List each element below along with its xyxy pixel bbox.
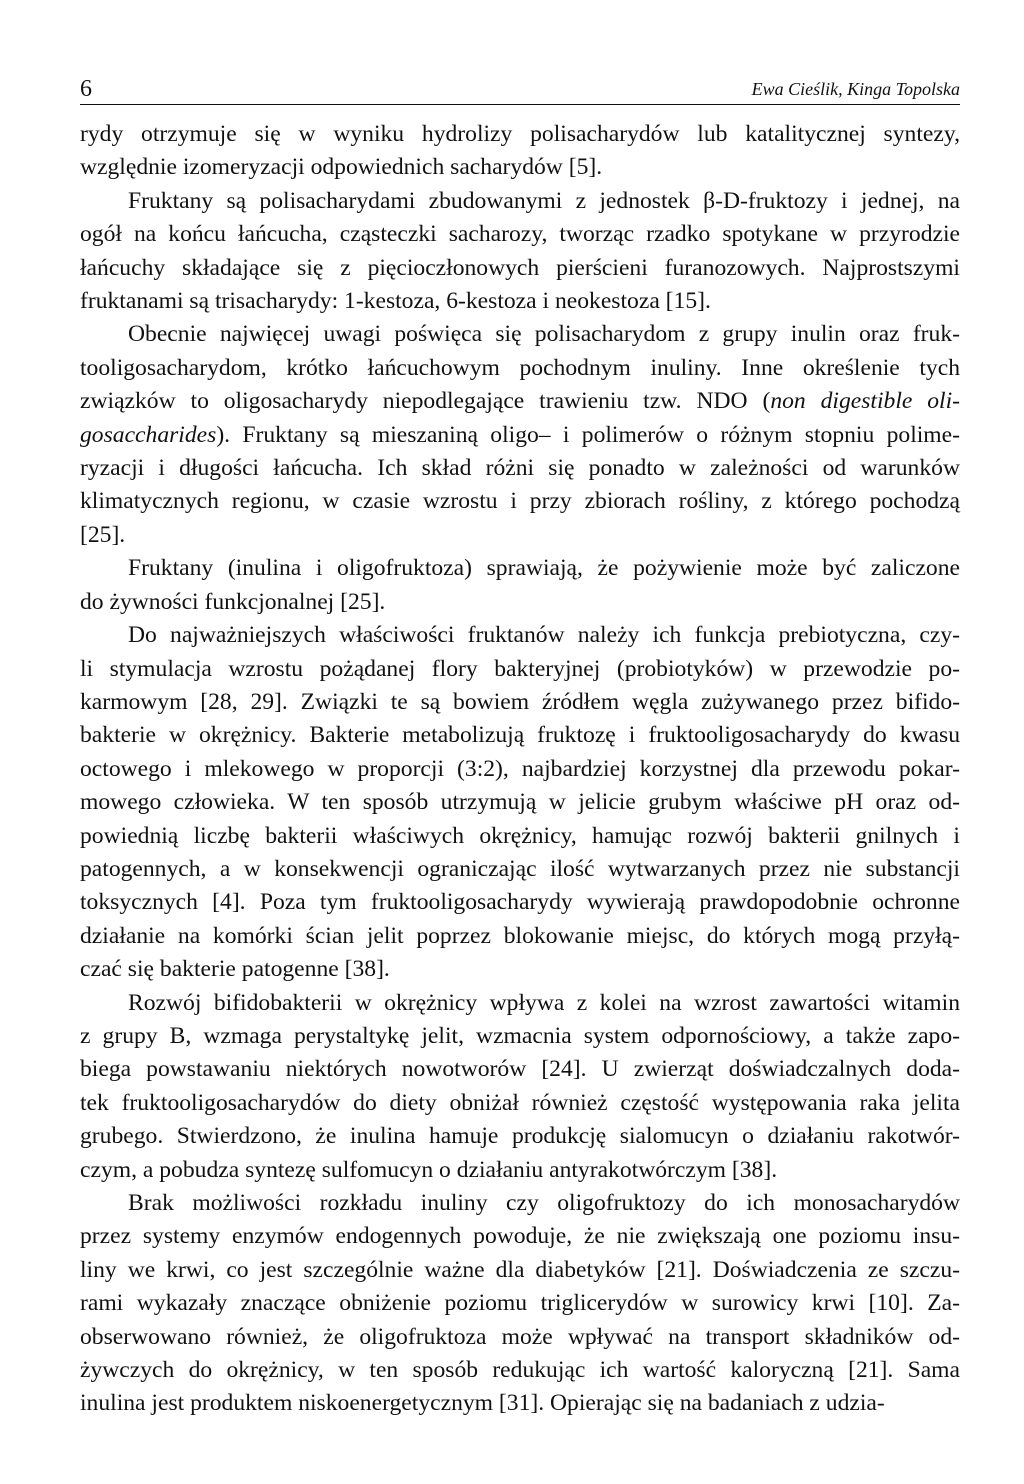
text-line: bakterie w okrężnicy. Bakterie metabolizują fruktozę i fruktooligosacharydy do kwasu xyxy=(80,722,960,749)
text-line: z grupy B, wzmaga perystaltykę jelit, wzmacnia system odpornościowy, a także zapo- xyxy=(80,1022,960,1049)
text-line: żywczych do okrężnicy, w ten sposób redukując ich wartość kaloryczną [21]. Sama xyxy=(80,1357,960,1384)
paragraph xyxy=(80,619,960,986)
text-line: liny we krwi, co jest szczególnie ważne dla diabetyków [21]. Doświadczenia ze szczu- xyxy=(80,1256,960,1283)
text-line: Obecnie najwięcej uwagi poświęca się polisacharydom z grupy inulin oraz fruk- xyxy=(128,321,960,348)
text-line: do żywności funkcjonalnej [25]. xyxy=(80,588,386,615)
text-line: czym, a pobudza syntezę sulfomucyn o działaniu antyrakotwórczym [38]. xyxy=(80,1156,778,1183)
text-line: łańcuchy składające się z pięcioczłonowych pierścieni furanozowych. Najprostszymi xyxy=(80,254,960,281)
text-line: czać się bakterie patogenne [38]. xyxy=(80,956,390,983)
text-line: przez systemy enzymów endogennych powoduje, że nie zwiększają one poziomu insu- xyxy=(80,1223,960,1250)
text-line: [25]. xyxy=(80,521,126,548)
text-line: mowego człowieka. W ten sposób utrzymują w jelicie grubym właściwe pH oraz od- xyxy=(80,789,960,816)
italic-term: non digestible oli- xyxy=(770,388,960,415)
paragraph xyxy=(80,552,960,619)
text-line: Fruktany (inulina i oligofruktoza) sprawiają, że pożywienie może być zaliczone xyxy=(128,555,960,582)
text-line: ogół na końcu łańcucha, cząsteczki sacharozy, tworząc rzadko spotykane w przyrodzie xyxy=(80,221,960,248)
text-line: tooligosacharydom, krótko łańcuchowym pochodnym inuliny. Inne określenie tych xyxy=(80,354,960,381)
page-number: 6 xyxy=(80,76,92,102)
paragraph xyxy=(80,987,960,1187)
text-line: octowego i mlekowego w proporcji (3:2), najbardziej korzystnej dla przewodu pokar- xyxy=(80,755,960,782)
text-line: toksycznych [4]. Poza tym fruktooligosacharydy wywierają prawdopodobnie ochronne xyxy=(80,889,960,916)
text-line: grubego. Stwierdzono, że inulina hamuje produkcję sialomucyn o działaniu rakotwór- xyxy=(80,1123,960,1150)
text-line: powiednią liczbę bakterii właściwych okrężnicy, hamując rozwój bakterii gnilnych i xyxy=(80,822,960,849)
paragraph xyxy=(80,1187,960,1421)
text-line: biega powstawaniu niektórych nowotworów [24]. U zwierząt doświadczalnych doda- xyxy=(80,1056,960,1083)
text-line: Brak możliwości rozkładu inuliny czy oligofruktozy do ich monosacharydów xyxy=(128,1190,960,1216)
text-line: Rozwój bifidobakterii w okrężnicy wpływa z kolei na wzrost zawartości witamin xyxy=(128,989,960,1016)
text-line: tek fruktooligosacharydów do diety obniżał również częstość występowania raka jelita xyxy=(80,1089,960,1116)
paragraph xyxy=(80,118,960,185)
text-line: klimatycznych regionu, w czasie wzrostu i przy zbiorach rośliny, z którego pochodzą xyxy=(80,488,960,515)
paragraph xyxy=(80,318,960,552)
text-line: ryzacji i długości łańcucha. Ich skład różni się ponadto w zależności od warunków xyxy=(80,455,960,482)
body-text xyxy=(80,118,960,1421)
text-line: Fruktany są polisacharydami zbudowanymi z jednostek β-D-fruktozy i jednej, na xyxy=(128,187,960,214)
text-line: działanie na komórki ścian jelit poprzez blokowanie miejsc, do których mogą przyłą- xyxy=(80,922,960,949)
text-line: względnie izomeryzacji odpowiednich sacharydów [5]. xyxy=(80,154,603,181)
text-line: fruktanami są trisacharydy: 1-kestoza, 6-kestoza i neokestoza [15]. xyxy=(80,288,711,315)
text-line: gosaccharides). Fruktany są mieszaniną oligo– i polimerów o różnym stopniu polime- xyxy=(80,421,960,448)
text-line: inulina jest produktem niskoenergetycznym [31]. Opierając się na badaniach z udzia- xyxy=(80,1390,885,1417)
text-line: związków to oligosacharydy niepodlegające trawieniu tzw. NDO (non digestible oli- xyxy=(80,388,960,415)
text-line: Do najważniejszych właściwości fruktanów należy ich funkcja prebiotyczna, czy- xyxy=(128,622,960,649)
italic-term: gosaccharides xyxy=(80,421,217,448)
text-line: obserwowano również, że oligofruktoza może wpływać na transport składników od- xyxy=(80,1323,960,1350)
text-line: karmowym [28, 29]. Związki te są bowiem źródłem węgla zużywanego przez bifido- xyxy=(80,688,960,715)
text-line: li stymulacja wzrostu pożądanej flory bakteryjnej (probiotyków) w przewodzie po- xyxy=(80,655,960,682)
paragraph xyxy=(80,185,960,319)
text-line: patogennych, a w konsekwencji ograniczając ilość wytwarzanych przez nie substancji xyxy=(80,855,960,882)
running-head-authors: Ewa Cieślik, Kinga Topolska xyxy=(751,79,960,99)
page-header xyxy=(80,68,960,105)
text-line: rydy otrzymuje się w wyniku hydrolizy polisacharydów lub katalitycznej syntezy, xyxy=(80,121,960,147)
text-line: rami wykazały znaczące obniżenie poziomu triglicerydów w surowicy krwi [10]. Za- xyxy=(80,1290,960,1317)
